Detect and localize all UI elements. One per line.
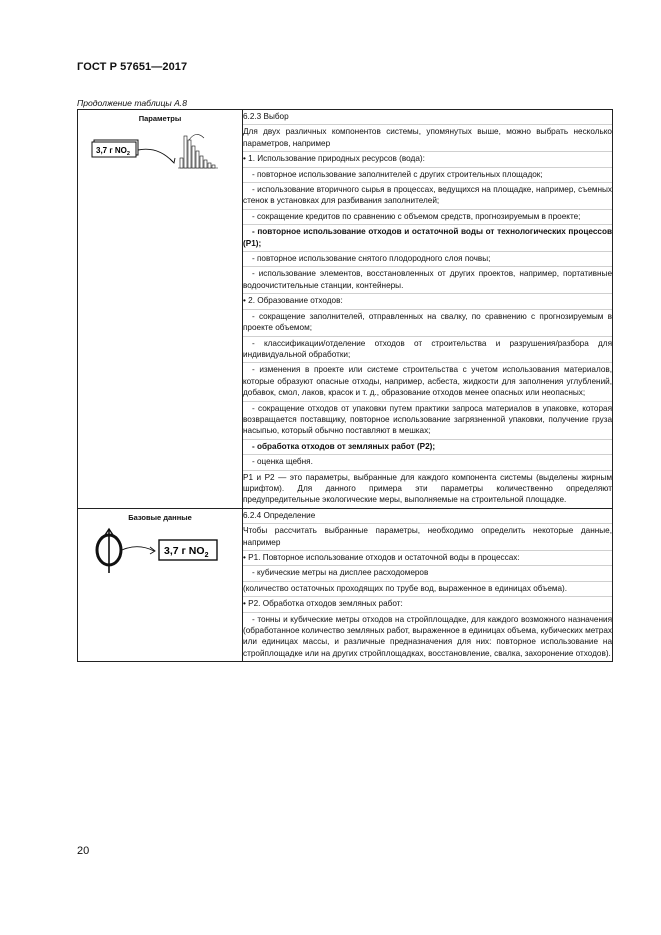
paragraph: - использование элементов, восстановленных от других проектов, например, портативные водоочистительные станции, контейнеры. bbox=[243, 267, 612, 294]
table-row bbox=[78, 508, 613, 661]
paragraph: • 2. Образование отходов: bbox=[243, 294, 612, 309]
text-cell-selection bbox=[243, 110, 613, 509]
paragraph: Чтобы рассчитать выбранные параметры, необходимо определить некоторые данные, например bbox=[243, 524, 612, 551]
paragraph: - повторное использование заполнителей с других строительных площадок; bbox=[243, 168, 612, 183]
figure-title-parameters: Параметры bbox=[138, 114, 182, 123]
paragraph: 6.2.4 Определение bbox=[243, 509, 612, 524]
paragraph: • P1. Повторное использование отходов и остаточной воды в процессах: bbox=[243, 551, 612, 566]
paragraph: • 1. Использование природных ресурсов (вода): bbox=[243, 152, 612, 167]
paragraph: 6.2.3 Выбор bbox=[243, 110, 612, 125]
table-caption: Продолжение таблицы А.8 bbox=[77, 98, 187, 108]
paragraph: - тонны и кубические метры отходов на стройплощадке, для каждого возможного назначения (обработанное количество земляных работ, выраженное в единицах объема, кубических метрах или единицах массы, и различные предназначения для них: повторное использование на стройплощадке или на других стройплощадках, восстановление, свалка, захоронение отходов). bbox=[243, 614, 612, 658]
paragraph-bold: - обработка отходов от земляных работ (P2); bbox=[243, 440, 612, 455]
arrow-curve bbox=[122, 547, 154, 551]
no2-label: 3,7 г $NO_2$ bbox=[164, 544, 209, 559]
document-header: ГОСТ Р 57651—2017 bbox=[77, 61, 188, 73]
histogram-icon bbox=[178, 134, 218, 168]
page-number: 20 bbox=[77, 845, 90, 857]
paragraph: P1 и P2 — это параметры, выбранные для каждого компонента системы (выделены жирным шрифтом). Для данного примера эти параметры количественно определяют предупредительные экологические меры, выполняемые на строительной площадке. bbox=[243, 472, 612, 505]
paragraph: - оценка щебня. bbox=[243, 455, 612, 470]
paragraph: - классификации/отделение отходов от строительства и разрушения/разбора для индивидуальной обработки; bbox=[243, 337, 612, 364]
table-a8 bbox=[77, 109, 613, 662]
paragraph: - повторное использование снятого плодородного слоя почвы; bbox=[243, 252, 612, 267]
base-data-figure bbox=[78, 523, 242, 583]
paragraph: (количество остаточных проходящих по трубе вод, выраженное в единицах объема). bbox=[243, 582, 612, 597]
paragraph-bold: - повторное использование отходов и остаточной воды от технологических процессов (P1); bbox=[243, 225, 612, 252]
paragraph: - использование вторичного сырья в процессах, ведущихся на площадке, например, съемных стенок в установках для разбивания заполнителей; bbox=[243, 183, 612, 210]
paragraph: - сокращение кредитов по сравнению с объемом средств, прогнозируемым в проекте; bbox=[243, 210, 612, 225]
no2-label: 3,7 г $NO_2$ bbox=[96, 146, 130, 157]
paragraph: Для двух различных компонентов системы, упомянутых выше, можно выбрать несколько параметров, например bbox=[243, 125, 612, 152]
paragraph: • P2. Обработка отходов земляных работ: bbox=[243, 597, 612, 612]
paragraph: - сокращение заполнителей, отправленных на свалку, по сравнению с прогнозируемым в проекте объемом; bbox=[243, 310, 612, 337]
arrow-curve bbox=[138, 149, 173, 162]
arrow-head-icon bbox=[170, 158, 175, 163]
paragraph: - сокращение отходов от упаковки путем практики запроса материалов в упаковке, которая возвращается поставщику, повторное использование загрязненной упаковки, получение груза насыпью, который обычно поставляют в мешках; bbox=[243, 402, 612, 440]
figure-cell-base-data bbox=[78, 508, 243, 661]
text-cell-definition bbox=[243, 508, 613, 661]
figure-cell-parameters bbox=[78, 110, 243, 509]
figure-title-base-data: Базовые данные bbox=[128, 512, 192, 522]
table-row bbox=[78, 110, 613, 509]
paragraph: - изменения в проекте или системе строительства с учетом использования материалов, которые образуют опасные отходы, например, асбеста, жидкости для заполнения углублений, добавок, смол, лаков, красок и т. д., образование отходов менее опасных или неопасных; bbox=[243, 363, 612, 401]
paragraph: - кубические метры на дисплее расходомеров bbox=[243, 566, 612, 581]
flow-meter-icon bbox=[97, 529, 121, 573]
parameters-figure bbox=[78, 124, 242, 184]
